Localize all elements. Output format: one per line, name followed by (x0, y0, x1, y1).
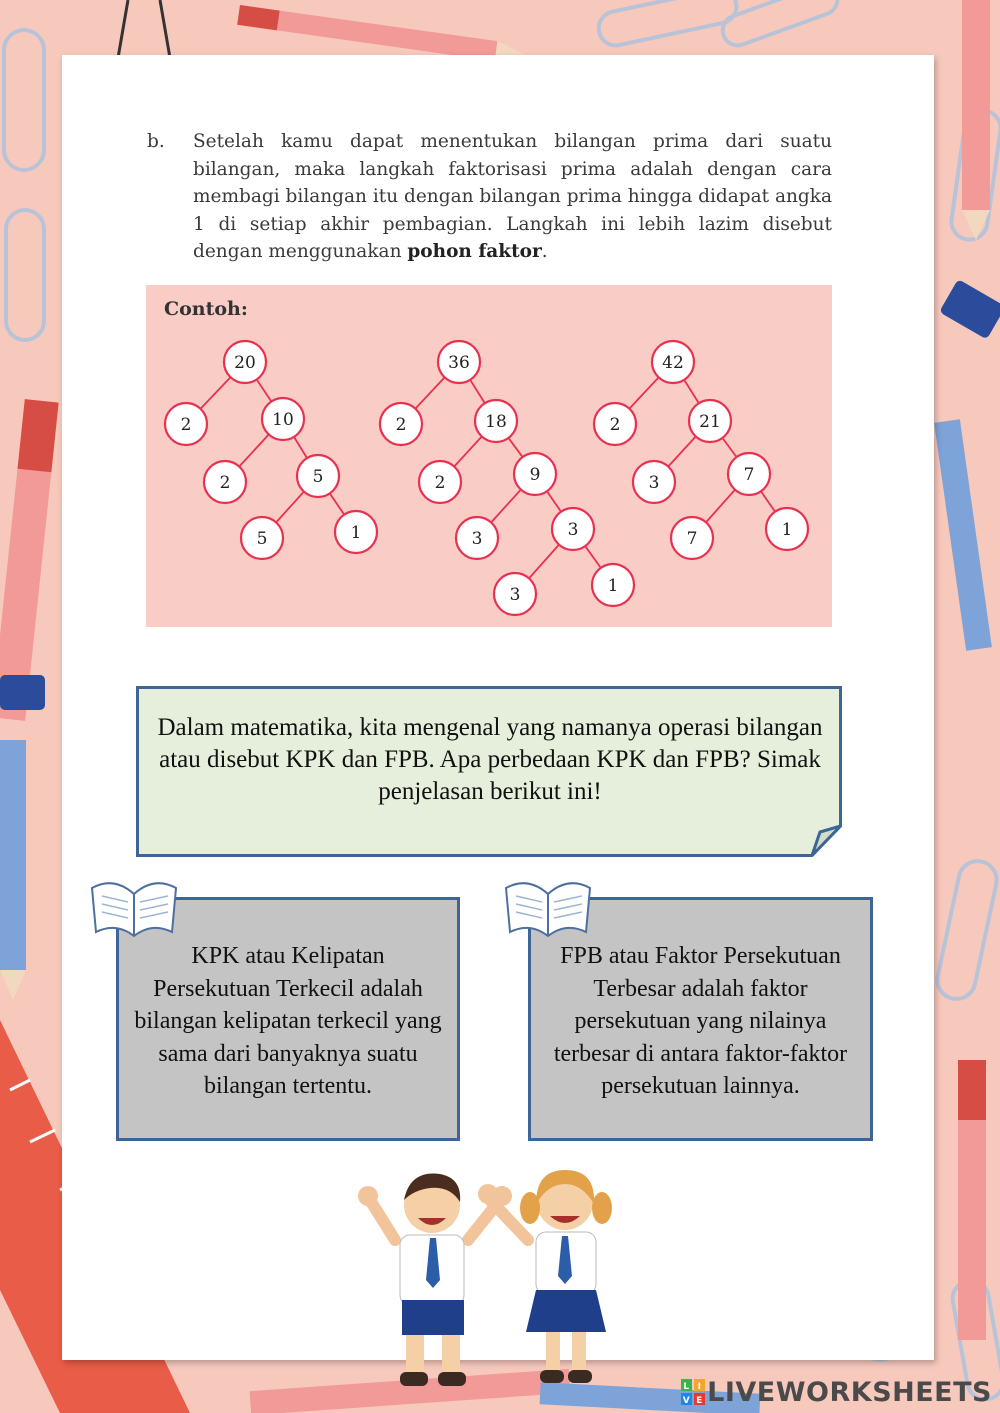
open-book-icon (498, 870, 598, 942)
kpk-card-text: KPK atau Kelipatan Persekutuan Terkecil adalah bilangan kelipatan terkecil yang sama dari banyaknya suatu bilangan tertentu. (134, 943, 442, 1099)
tree-node-label: 5 (256, 529, 268, 549)
girl-student-icon (478, 1170, 612, 1383)
paragraph-b-text: Setelah kamu dapat menentukan bilangan prima dari suatu bilangan, maka langkah faktorisasi prima adalah dengan cara membagi bilangan itu dengan bilangan prima hingga didapat angka 1 di setiap akhir pembagian. Langkah ini lebih lazim disebut dengan menggunakan pohon faktor. (193, 131, 832, 262)
tree-node-label: 3 (471, 529, 483, 549)
pencil-icon (934, 0, 992, 1340)
factor-tree (165, 341, 377, 559)
svg-text:V: V (682, 1396, 691, 1405)
tree-node-label: 2 (434, 473, 446, 493)
students-illustration (350, 1160, 650, 1390)
svg-text:L: L (683, 1382, 690, 1392)
tree-node-label: 42 (662, 353, 684, 373)
tree-node-label: 9 (529, 465, 541, 485)
open-book-icon (84, 870, 184, 942)
pohon-faktor-term: pohon faktor (407, 241, 542, 262)
tree-node-label: 20 (234, 353, 256, 373)
tree-node-label: 10 (272, 410, 294, 430)
tree-node-label: 2 (609, 415, 621, 435)
tree-node-label: 7 (743, 465, 755, 485)
binder-clip-icon (939, 279, 1000, 339)
svg-text:I: I (697, 1382, 702, 1392)
tree-node-label: 1 (607, 576, 619, 596)
tree-node-label: 2 (395, 415, 407, 435)
tree-node-label: 2 (219, 473, 231, 493)
svg-text:E: E (696, 1396, 703, 1405)
tree-node-label: 21 (699, 412, 721, 432)
tree-node-label: 1 (350, 523, 362, 543)
tree-node-label: 5 (312, 467, 324, 487)
intro-note-text: Dalam matematika, kita mengenal yang namanya operasi bilangan atau disebut KPK dan FPB. Apa perbedaan KPK dan FPB? Simak penjelasan berikut ini! (157, 714, 823, 805)
factor-tree (594, 341, 808, 559)
example-label: Contoh: (164, 298, 248, 320)
tree-node-label: 3 (567, 520, 579, 540)
factor-trees (146, 285, 832, 627)
tree-node-label: 1 (781, 520, 793, 540)
tree-node-label: 3 (648, 473, 660, 493)
paragraph-b (147, 128, 832, 266)
tree-node-label: 18 (485, 412, 507, 432)
tree-node-label: 2 (180, 415, 192, 435)
list-letter: b. (147, 131, 165, 152)
factor-tree (380, 341, 634, 615)
tree-node-label: 36 (448, 353, 470, 373)
tree-node-label: 3 (509, 585, 521, 605)
liveworksheets-mark-icon (681, 1379, 705, 1405)
liveworksheets-logo (681, 1377, 992, 1407)
binder-clip-icon (0, 675, 45, 710)
tree-node-label: 7 (686, 529, 698, 549)
fpb-card-text: FPB atau Faktor Persekutuan Terbesar adalah faktor persekutuan yang nilainya terbesar di antara faktor-faktor persekutuan lainnya. (553, 943, 848, 1099)
liveworksheets-wordmark: LIVEWORKSHEETS (707, 1376, 992, 1408)
